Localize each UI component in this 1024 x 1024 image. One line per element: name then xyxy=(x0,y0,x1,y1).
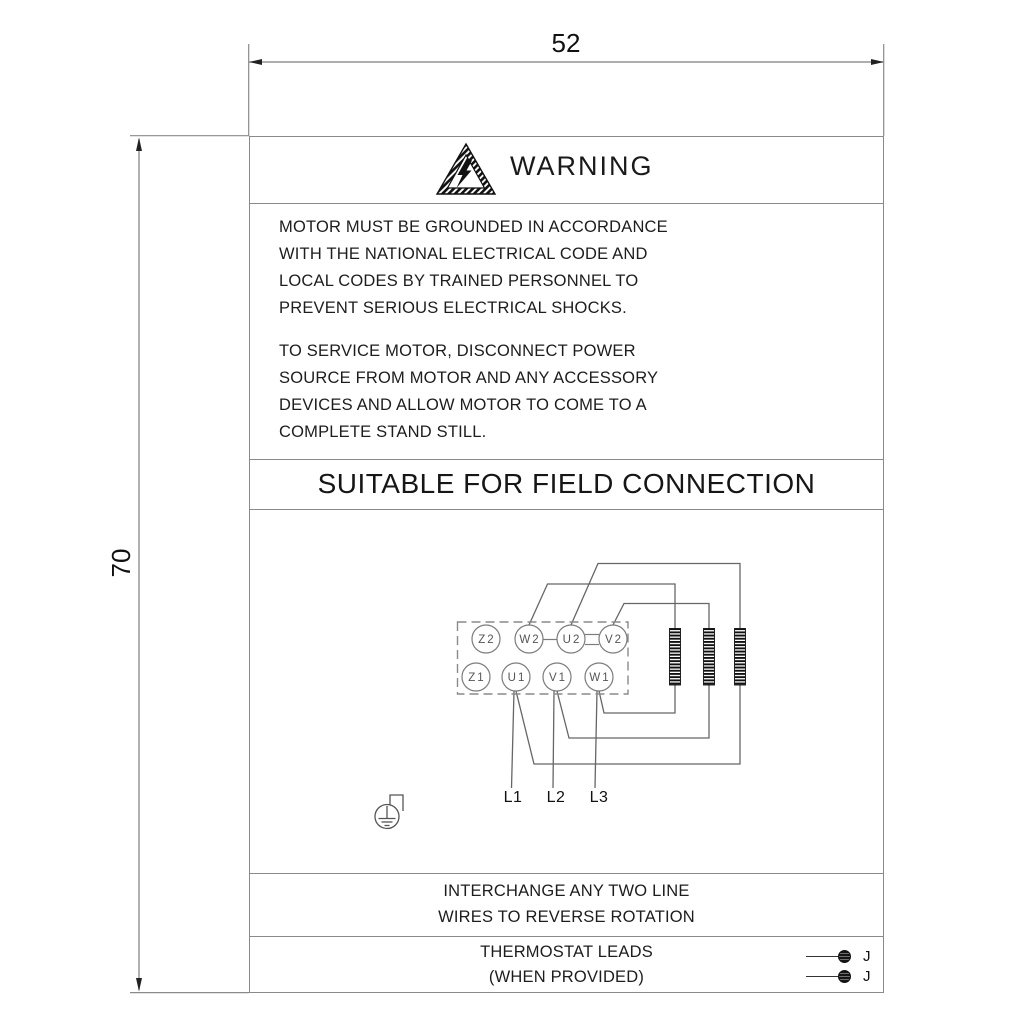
terminal-label: Z2 xyxy=(478,634,496,646)
rotation-line: WIRES TO REVERSE ROTATION xyxy=(438,908,695,926)
grounding-line: WITH THE NATIONAL ELECTRICAL CODE AND xyxy=(279,245,648,263)
ground-symbol-icon xyxy=(375,795,403,829)
lead-terminal-icon xyxy=(838,950,851,963)
winding-coils xyxy=(670,629,746,686)
dim-height-arrow-top xyxy=(136,138,142,152)
thermostat-notice xyxy=(250,940,883,990)
wire-u2-coil3 xyxy=(571,564,740,629)
grounding-line: LOCAL CODES BY TRAINED PERSONNEL TO xyxy=(279,272,639,290)
service-line: DEVICES AND ALLOW MOTOR TO COME TO A xyxy=(279,396,647,414)
terminal-label: W2 xyxy=(519,634,541,646)
dimension-height-value: 70 xyxy=(106,548,136,578)
warning-title: WARNING xyxy=(510,151,654,181)
rotation-notice xyxy=(250,878,883,930)
grounding-notice xyxy=(279,214,719,322)
wire-w1-l3 xyxy=(595,691,597,788)
terminal-label: Z1 xyxy=(468,672,486,684)
line-label-l3: L3 xyxy=(589,789,609,806)
terminal-label: U2 xyxy=(562,634,582,646)
wiring-diagram xyxy=(361,546,791,836)
service-line: TO SERVICE MOTOR, DISCONNECT POWER xyxy=(279,342,636,360)
section-divider xyxy=(250,459,883,460)
lead-wire xyxy=(806,956,839,958)
section-divider xyxy=(250,936,883,937)
service-notice xyxy=(279,338,719,446)
wire-u1-l1 xyxy=(512,691,515,788)
lead-label: J xyxy=(863,948,871,965)
service-line: SOURCE FROM MOTOR AND ANY ACCESSORY xyxy=(279,369,659,387)
dimension-width-value: 52 xyxy=(551,28,581,58)
grounding-line: PREVENT SERIOUS ELECTRICAL SHOCKS. xyxy=(279,299,627,317)
line-label-l1: L1 xyxy=(503,789,523,806)
warning-label-body xyxy=(249,136,884,993)
dim-width-arrow-left xyxy=(249,59,262,65)
lead-terminal-icon xyxy=(838,970,851,983)
wire-v1-coil2 xyxy=(557,685,709,738)
section-divider xyxy=(250,873,883,874)
thermostat-line: THERMOSTAT LEADS xyxy=(480,943,653,961)
rotation-line: INTERCHANGE ANY TWO LINE xyxy=(443,882,690,900)
section-divider xyxy=(250,509,883,510)
dim-width-arrow-right xyxy=(871,59,884,65)
terminal-label: U1 xyxy=(507,672,527,684)
wire-u1-coil3 xyxy=(516,685,740,764)
service-line: COMPLETE STAND STILL. xyxy=(279,423,487,441)
dim-height-arrow-bottom xyxy=(136,978,142,992)
line-labels xyxy=(504,789,609,806)
grounding-line: MOTOR MUST BE GROUNDED IN ACCORDANCE xyxy=(279,218,668,236)
lead-label: J xyxy=(863,968,871,985)
terminal-label: W1 xyxy=(589,672,611,684)
terminal-label: V1 xyxy=(548,672,568,684)
coil-1 xyxy=(670,629,681,686)
thermostat-lead xyxy=(806,949,871,964)
terminal-label: V2 xyxy=(604,634,624,646)
field-connection-title: SUITABLE FOR FIELD CONNECTION xyxy=(317,468,816,499)
wire-v1-l2 xyxy=(553,691,554,788)
line-label-l2: L2 xyxy=(546,789,566,806)
high-voltage-warning-icon xyxy=(435,142,497,196)
thermostat-line: (WHEN PROVIDED) xyxy=(488,968,645,986)
coil-2 xyxy=(704,629,715,686)
wire-w1-coil1 xyxy=(599,685,675,713)
section-divider xyxy=(250,203,883,204)
coil-3 xyxy=(735,629,746,686)
thermostat-lead xyxy=(806,969,871,984)
lead-wire xyxy=(806,976,839,978)
